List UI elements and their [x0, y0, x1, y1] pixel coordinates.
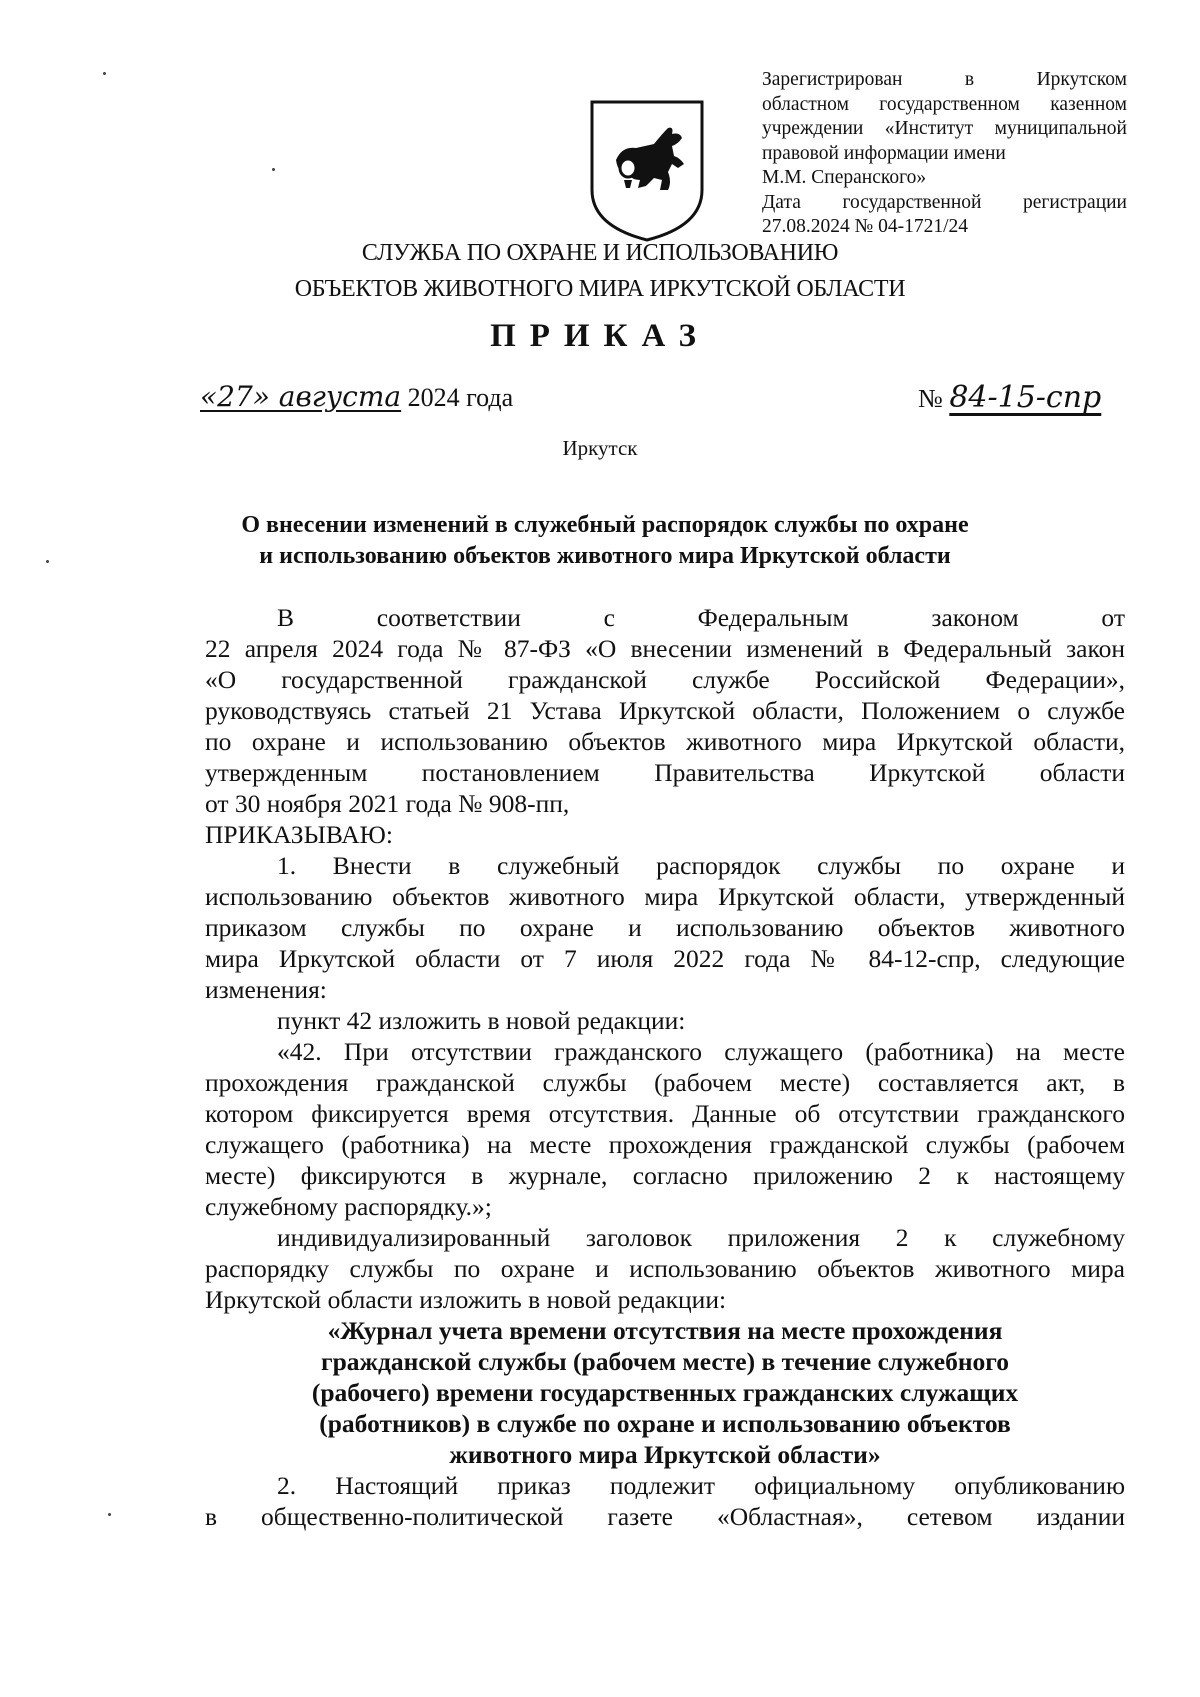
registration-line: М.М. Сперанского»	[762, 167, 927, 188]
body-line: пункт 42 изложить в новой редакции:	[277, 1006, 686, 1035]
irkutsk-coat-of-arms-icon	[588, 98, 706, 244]
scan-speck	[108, 1513, 111, 1516]
body-line: месте) фиксируются в журнале, согласно приложению 2 к настоящему	[205, 1161, 1125, 1190]
body-line: «42. При отсутствии гражданского служащего (работника) на месте	[277, 1037, 1125, 1066]
scan-speck	[103, 72, 106, 75]
body-line: индивидуализированный заголовок приложения 2 к служебному	[277, 1223, 1125, 1252]
body-line: служащего (работника) на месте прохождения гражданской службы (рабочем	[205, 1130, 1125, 1159]
agency-name-line2: ОБЪЕКТОВ ЖИВОТНОГО МИРА ИРКУТСКОЙ ОБЛАСТИ	[294, 276, 906, 302]
body-line: прохождения гражданской службы (рабочем месте) составляется акт, в	[205, 1068, 1125, 1097]
body-line: «О государственной гражданской службе Российской Федерации»,	[205, 665, 1125, 694]
agency-name-line1: СЛУЖБА ПО ОХРАНЕ И ИСПОЛЬЗОВАНИЮ	[361, 240, 839, 266]
document-body	[205, 602, 1125, 1532]
city: Иркутск	[562, 436, 638, 460]
order-word: ПРИКАЗЫВАЮ:	[205, 820, 393, 849]
body-line: 2. Настоящий приказ подлежит официальному опубликованию	[277, 1471, 1125, 1500]
number-prefix: №	[918, 384, 943, 413]
body-line: 1. Внести в служебный распорядок службы по охране и	[277, 851, 1125, 880]
emblem	[588, 98, 706, 244]
scan-speck	[272, 168, 275, 171]
scan-speck	[46, 560, 49, 563]
body-line: утвержденным постановлением Правительства Иркутской области	[205, 758, 1125, 787]
journal-title-line: животного мира Иркутской области»	[449, 1440, 881, 1469]
document-date	[200, 380, 513, 413]
body-line: распорядку службы по охране и использованию объектов животного мира	[205, 1254, 1125, 1283]
journal-title-line: (рабочего) времени государственных гражданских служащих	[311, 1378, 1019, 1407]
body-line: котором фиксируется время отсутствия. Данные об отсутствии гражданского	[205, 1099, 1125, 1128]
journal-title-line: гражданской службы (рабочем месте) в течение служебного	[321, 1347, 1009, 1376]
body-line: 22 апреля 2024 года № 87-ФЗ «О внесении изменений в Федеральный закон	[205, 634, 1125, 663]
document-number	[918, 380, 1101, 415]
body-line: мира Иркутской области от 7 июля 2022 года № 84-12-спр, следующие	[205, 944, 1125, 973]
body-line: изменения:	[205, 975, 327, 1004]
document-subject	[150, 510, 1060, 572]
number-handwritten: 84-15-спр	[949, 380, 1102, 415]
registration-line: 27.08.2024 № 04-1721/24	[762, 216, 969, 237]
body-line: руководствуясь статьей 21 Устава Иркутской области, Положением о службе	[205, 696, 1125, 725]
body-line: в общественно-политической газете «Областная», сетевом издании	[205, 1502, 1125, 1531]
journal-title-line: (работников) в службе по охране и использованию объектов	[319, 1409, 1011, 1438]
registration-line: учреждении «Институт муниципальной	[762, 118, 1127, 139]
body-line: Иркутской области изложить в новой редакции:	[205, 1285, 727, 1314]
subject-line: О внесении изменений в служебный распорядок службы по охране	[241, 512, 969, 538]
body-line: по охране и использованию объектов животного мира Иркутской области,	[205, 727, 1125, 756]
document-title: ПРИКАЗ	[490, 318, 710, 354]
body-line: В соответствии с Федеральным законом от	[277, 603, 1125, 632]
registration-line: областном государственном казенном	[762, 93, 1127, 115]
journal-title-line: «Журнал учета времени отсутствия на месте прохождения	[327, 1316, 1003, 1345]
subject-line: и использованию объектов животного мира Иркутской области	[259, 543, 951, 569]
registration-line: правовой информации имени	[762, 142, 1006, 164]
body-line: от 30 ноября 2021 года № 908-пп,	[205, 789, 570, 818]
registration-block	[762, 68, 1127, 240]
date-handwritten: «27» августа	[200, 380, 402, 413]
body-line: служебному распорядку.»;	[205, 1192, 492, 1221]
body-line: приказом службы по охране и использованию объектов животного	[205, 913, 1125, 942]
registration-line: Зарегистрирован в Иркутском	[762, 69, 1127, 90]
body-line: использованию объектов животного мира Иркутской области, утвержденный	[205, 882, 1125, 911]
date-suffix: 2024 года	[407, 383, 514, 412]
registration-line: Дата государственной регистрации	[762, 191, 1127, 213]
